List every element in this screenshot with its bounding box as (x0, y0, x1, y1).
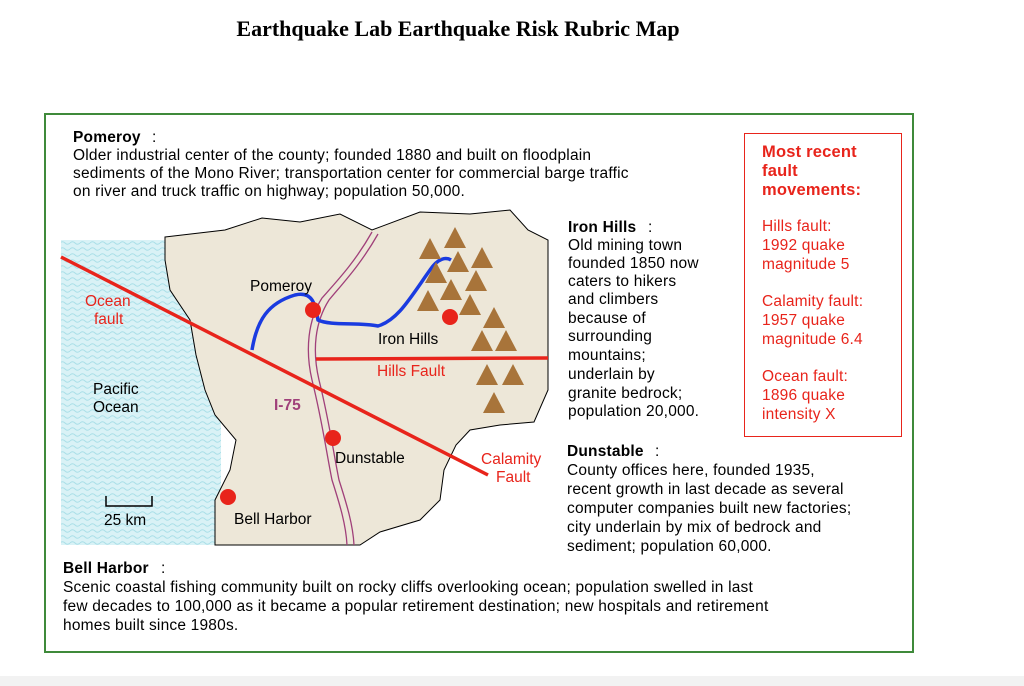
dunstable-colon: : (655, 443, 660, 460)
map-label-pacific-ocean-2: Ocean (93, 399, 139, 416)
pomeroy-desc-line-2: sediments of the Mono River; transportation center for commercial barge traffic (73, 165, 629, 182)
iron-hills-desc-line-5: because of (568, 310, 646, 327)
iron-hills-desc-line-1: Old mining town (568, 237, 683, 254)
map-label-pomeroy: Pomeroy (250, 278, 313, 295)
hills-fault-entry-3: magnitude 5 (762, 256, 850, 273)
map-label-highway: I-75 (274, 397, 301, 414)
pomeroy-desc-line-1: Older industrial center of the county; founded 1880 and built on floodplain (73, 147, 592, 164)
iron-hills-desc-line-7: mountains; (568, 347, 646, 364)
map-label-pacific-ocean-1: Pacific (93, 381, 139, 398)
bell-harbor-marker (220, 489, 236, 505)
map-label-ocean-fault-2: fault (94, 311, 124, 328)
map-label-bell-harbor: Bell Harbor (234, 511, 312, 528)
recent-movements-heading-2: fault (762, 162, 798, 180)
iron-hills-desc-line-4: and climbers (568, 291, 659, 308)
dunstable-marker (325, 430, 341, 446)
dunstable-desc-line-3: computer companies built new factories; (567, 500, 852, 517)
bottom-strip (0, 676, 1024, 686)
bell-harbor-heading: Bell Harbor (63, 560, 149, 577)
dunstable-heading: Dunstable (567, 443, 644, 460)
pomeroy-heading: Pomeroy (73, 129, 141, 146)
calamity-fault-entry-2: 1957 quake (762, 312, 846, 329)
map-label-iron-hills: Iron Hills (378, 331, 439, 348)
bell-harbor-desc-line-3: homes built since 1980s. (63, 617, 239, 634)
dunstable-desc-line-1: County offices here, founded 1935, (567, 462, 815, 479)
map-label-hills-fault: Hills Fault (377, 363, 446, 380)
map-label-scale: 25 km (104, 512, 147, 529)
iron-hills-colon: : (648, 219, 653, 236)
pomeroy-marker (305, 302, 321, 318)
iron-hills-desc-line-10: population 20,000. (568, 403, 700, 420)
calamity-fault-entry-1: Calamity fault: (762, 293, 864, 310)
iron-hills-heading: Iron Hills (568, 219, 637, 236)
bell-harbor-desc-line-1: Scenic coastal fishing community built on rocky cliffs overlooking ocean; population swelled in last (63, 579, 754, 596)
dunstable-desc-line-5: sediment; population 60,000. (567, 538, 772, 555)
iron-hills-desc-line-9: granite bedrock; (568, 385, 683, 402)
hills-fault-line (316, 358, 548, 359)
map-label-dunstable: Dunstable (335, 450, 405, 467)
iron-hills-desc-line-2: founded 1850 now (568, 255, 699, 272)
pomeroy-colon: : (152, 129, 157, 146)
bell-harbor-desc-line-2: few decades to 100,000 as it became a popular retirement destination; new hospitals and retirement (63, 598, 769, 615)
map-label-calamity-fault-2: Fault (496, 469, 531, 486)
page-title: Earthquake Lab Earthquake Risk Rubric Map (236, 16, 680, 41)
calamity-fault-entry-3: magnitude 6.4 (762, 331, 863, 348)
iron-hills-marker (442, 309, 458, 325)
ocean-fault-entry-1: Ocean fault: (762, 368, 848, 385)
recent-movements-heading-3: movements: (762, 181, 862, 199)
ocean-fault-entry-2: 1896 quake (762, 387, 846, 404)
map-label-calamity-fault-1: Calamity (481, 451, 542, 468)
bell-harbor-colon: : (161, 560, 166, 577)
dunstable-desc-line-4: city underlain by mix of bedrock and (567, 519, 822, 536)
dunstable-desc-line-2: recent growth in last decade as several (567, 481, 844, 498)
iron-hills-desc-line-8: underlain by (568, 366, 655, 383)
pomeroy-desc-line-3: on river and truck traffic on highway; population 50,000. (73, 183, 465, 200)
iron-hills-desc-line-3: caters to hikers (568, 273, 677, 290)
iron-hills-desc-line-6: surrounding (568, 328, 653, 345)
hills-fault-entry-2: 1992 quake (762, 237, 846, 254)
hills-fault-entry-1: Hills fault: (762, 218, 832, 235)
map-label-ocean-fault-1: Ocean (85, 293, 131, 310)
recent-movements-heading-1: Most recent (762, 143, 857, 161)
ocean-fault-entry-3: intensity X (762, 406, 836, 423)
